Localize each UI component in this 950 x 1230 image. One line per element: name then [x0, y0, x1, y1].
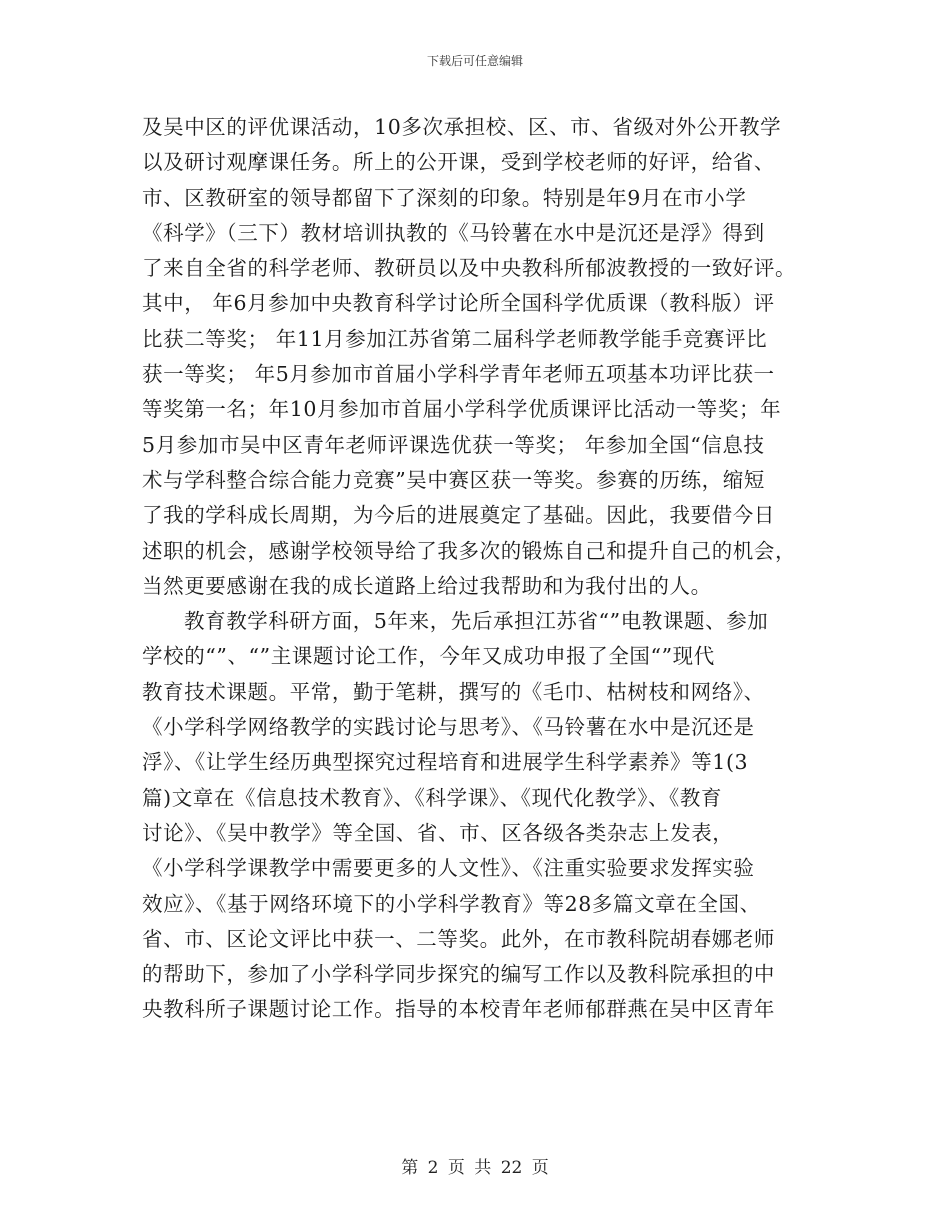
body-text: [142, 110, 822, 1028]
text-line: 当然更要感谢在我的成长道路上给过我帮助和为我付出的人。: [142, 573, 712, 598]
text-line: 学校的“”、“”主课题讨论工作，今年又成功申报了全国“”现代: [142, 644, 715, 669]
text-line: 教育技术课题。平常，勤于笔耕，撰写的《毛巾、枯树枝和网络》、: [142, 679, 765, 704]
text-line: 5月参加市吴中区青年老师评课选优获一等奖； 年参加全国“信息技: [142, 432, 765, 457]
text-line: 等奖第一名；年10月参加市首届小学科学优质课评比活动一等奖；年: [142, 397, 782, 422]
text-line: 述职的机会，感谢学校领导给了我多次的锻炼自己和提升自己的机会，: [142, 538, 797, 563]
text-line: 以及研讨观摩课任务。所上的公开课，受到学校老师的好评，给省、: [142, 150, 775, 175]
text-line: 《科学》（三下）教材培训执教的《马铃薯在水中是沉还是浮》得到: [142, 220, 765, 245]
page-number-footer: 第 2 页 共 22 页: [401, 1158, 549, 1178]
text-line: 获一等奖； 年5月参加市首届小学科学青年老师五项基本功评比获一: [142, 362, 775, 387]
text-line: 其中， 年6月参加中央教育科学讨论所全国科学优质课（教科版）评: [142, 291, 775, 316]
text-line: 篇)文章在《信息技术教育》、《科学课》、《现代化教学》、《教育: [142, 785, 723, 810]
text-line: 省、市、区论文评比中获一、二等奖。此外，在市教科院胡春娜老师: [142, 926, 775, 951]
text-line: 《小学科学网络教学的实践讨论与思考》、《马铃薯在水中是沉还是: [142, 715, 755, 740]
page-header: 下载后可任意编辑: [426, 54, 523, 68]
text-line: 《小学科学课教学中需要更多的人文性》、《注重实验要求发挥实验: [142, 856, 755, 881]
text-line: 比获二等奖； 年11月参加江苏省第二届科学老师教学能手竞赛评比: [142, 326, 768, 351]
paragraph-2: [142, 604, 822, 1028]
text-line: 了来自全省的科学老师、教研员以及中央教科所郁波教授的一致好评。: [142, 256, 797, 281]
text-line: 及吴中区的评优课活动，10多次承担校、区、市、省级对外公开教学: [142, 115, 782, 139]
text-line: 浮》、《让学生经历典型探究过程培育和进展学生科学素养》等1(3: [142, 750, 749, 775]
text-line: 讨论》、《吴中教学》等全国、省、市、区各级各类杂志上发表，: [142, 820, 734, 845]
text-line: 了我的学科成长周期，为今后的进展奠定了基础。因此，我要借今日: [142, 503, 775, 528]
text-line: 效应》、《基于网络环境下的小学科学教育》等28多篇文章在全国、: [142, 891, 761, 916]
text-line: 的帮助下，参加了小学科学同步探究的编写工作以及教科院承担的中: [142, 962, 775, 987]
paragraph-1: [142, 110, 822, 604]
text-line: 术与学科整合综合能力竞赛”吴中赛区获一等奖。参赛的历练，缩短: [142, 467, 765, 492]
text-line: 央教科所子课题讨论工作。指导的本校青年老师郁群燕在吴中区青年: [142, 997, 775, 1022]
text-line: 市、区教研室的领导都留下了深刻的印象。特别是年9月在市小学: [142, 185, 747, 210]
text-line: 教育教学科研方面，5年来，先后承担江苏省“”电教课题、参加: [184, 609, 769, 634]
